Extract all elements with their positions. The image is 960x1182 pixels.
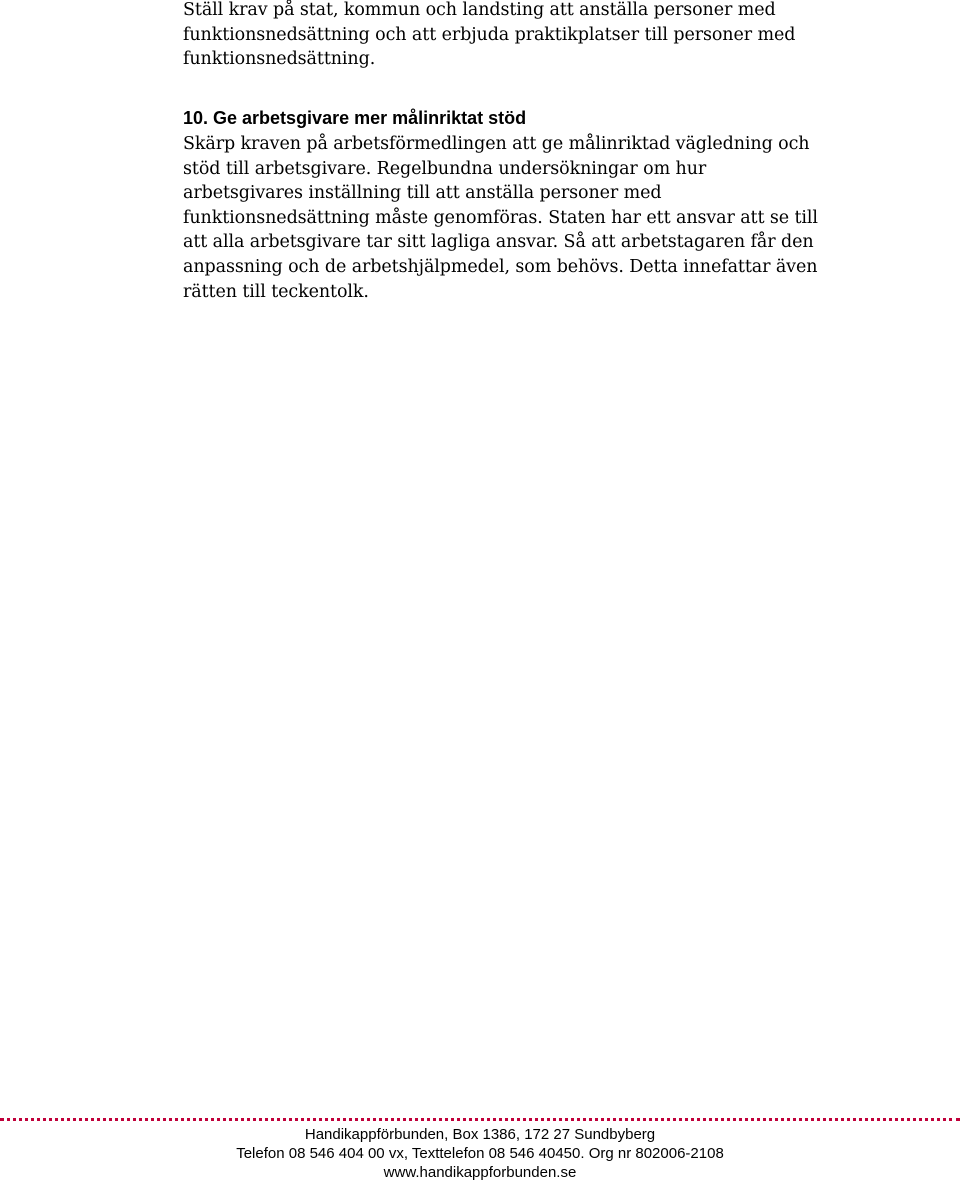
intro-paragraph: Ställ krav på stat, kommun och landsting att anställa personer med funktionsnedsättning och att erbjuda praktikplatser till personer med funktionsnedsättning. [183, 0, 796, 70]
section-heading: 10. Ge arbetsgivare mer målinriktat stöd [183, 108, 527, 128]
footer-phone: Telefon 08 546 404 00 vx, Texttelefon 08 546 40450. Org nr 802006-2108 [236, 1145, 724, 1162]
footer-website-link[interactable]: www.handikappforbunden.se [383, 1164, 577, 1181]
footer [0, 1125, 960, 1182]
section-body-paragraph: Skärp kraven på arbetsförmedlingen att ge målinriktad vägledning och stöd till arbetsgivare. Regelbundna undersökningar om hur arbetsgivares inställning till att anställa personer med funktionsnedsättning måste genomföras. Staten har ett ansvar att se till att alla arbetsgivare tar sitt lagliga ansvar. Så att arbetstagaren får den anpassning och de arbetshjälpmedel, som behövs. Detta innefattar även rätten till teckentolk. [183, 134, 818, 302]
footer-address: Handikappförbunden, Box 1386, 172 27 Sundbyberg [304, 1126, 656, 1143]
footer-divider [0, 1118, 960, 1121]
